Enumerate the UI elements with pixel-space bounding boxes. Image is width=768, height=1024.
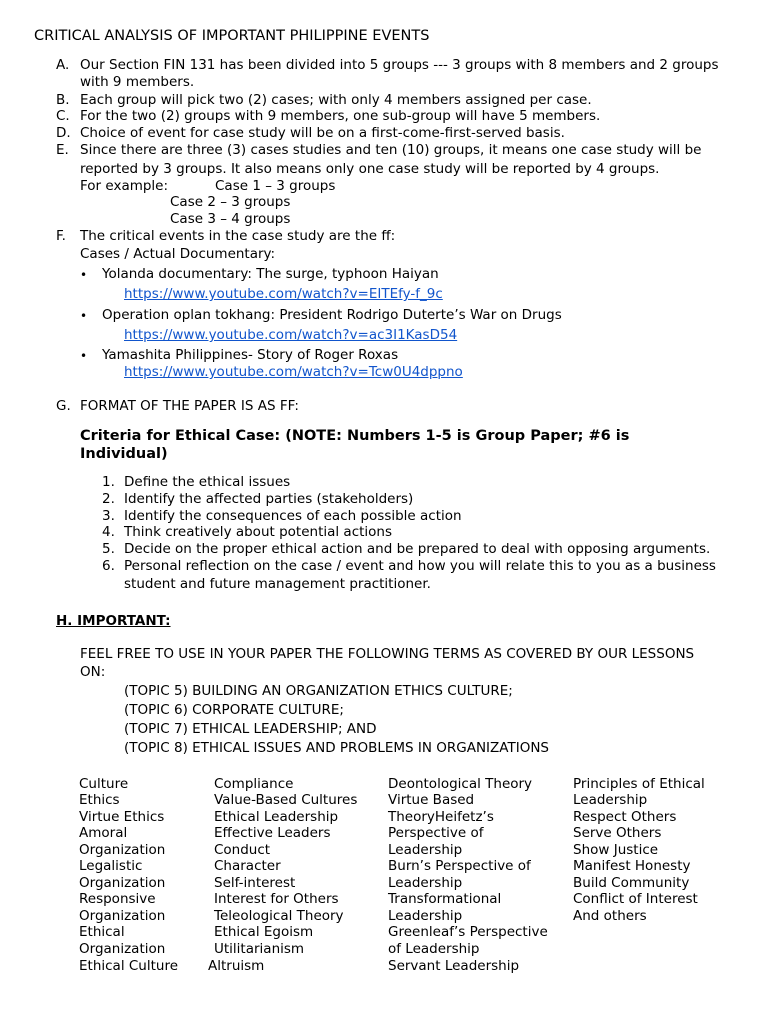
term: Greenleaf’s Perspective — [388, 924, 548, 940]
criteria-item: Define the ethical issues — [124, 474, 291, 490]
term: Culture — [79, 776, 129, 792]
item-a-marker: A. — [56, 57, 70, 73]
criteria-number: 2. — [102, 491, 115, 507]
criteria-heading-line2: Individual) — [80, 446, 168, 462]
term: Leadership — [388, 875, 463, 891]
criteria-heading-line1: Criteria for Ethical Case: (NOTE: Numbers 1-5 is Group Paper; #6 is — [80, 428, 630, 444]
term: Interest for Others — [214, 891, 339, 907]
cases-label: Cases / Actual Documentary: — [80, 246, 276, 262]
case-title: Operation oplan tokhang: President Rodrigo Duterte’s War on Drugs — [102, 307, 562, 323]
case-title: Yamashita Philippines- Story of Roger Roxas — [102, 347, 399, 363]
item-g-marker: G. — [56, 398, 71, 414]
term: Conduct — [214, 842, 271, 858]
example-case-3: Case 3 – 4 groups — [170, 211, 291, 227]
term: Amoral — [79, 825, 128, 841]
topic-item: (TOPIC 6) CORPORATE CULTURE; — [124, 702, 344, 718]
term: Serve Others — [573, 825, 662, 841]
term: Manifest Honesty — [573, 858, 691, 874]
term: TheoryHeifetz’s — [388, 809, 494, 825]
term: Organization — [79, 908, 166, 924]
criteria-item-6-line2: student and future management practitioner. — [124, 576, 431, 592]
item-e-line2: reported by 3 groups. It also means only one case study will be reported by 4 groups. — [80, 161, 660, 177]
term: Virtue Ethics — [79, 809, 165, 825]
term: Organization — [79, 941, 166, 957]
term: Utilitarianism — [214, 941, 305, 957]
item-b-marker: B. — [56, 92, 70, 108]
item-e-marker: E. — [56, 142, 69, 158]
term: Burn’s Perspective of — [388, 858, 531, 874]
term: Responsive — [79, 891, 156, 907]
case-bullet: • — [80, 349, 88, 363]
term: Self-interest — [214, 875, 296, 891]
item-d-text: Choice of event for case study will be on a first-come-first-served basis. — [80, 125, 565, 141]
term: Compliance — [214, 776, 294, 792]
criteria-item: Think creatively about potential actions — [124, 524, 393, 540]
important-intro-line2: ON: — [80, 664, 106, 680]
criteria-number: 5. — [102, 541, 115, 557]
topic-item: (TOPIC 7) ETHICAL LEADERSHIP; AND — [124, 721, 377, 737]
term: Leadership — [573, 792, 648, 808]
term: Conflict of Interest — [573, 891, 698, 907]
term: Ethics — [79, 792, 120, 808]
item-e-line1: Since there are three (3) cases studies and ten (10) groups, it means one case study will be — [80, 142, 702, 158]
term: Organization — [79, 875, 166, 891]
criteria-number: 6. — [102, 558, 115, 574]
criteria-item: Decide on the proper ethical action and be prepared to deal with opposing arguments. — [124, 541, 711, 557]
term: And others — [573, 908, 647, 924]
criteria-item: Identify the affected parties (stakeholders) — [124, 491, 414, 507]
important-intro-line1: FEEL FREE TO USE IN YOUR PAPER THE FOLLOWING TERMS AS COVERED BY OUR LESSONS — [80, 646, 695, 662]
term: Legalistic — [79, 858, 143, 874]
criteria-number: 4. — [102, 524, 115, 540]
term: Build Community — [573, 875, 690, 891]
case-title: Yolanda documentary: The surge, typhoon Haiyan — [102, 266, 439, 282]
item-g-text: FORMAT OF THE PAPER IS AS FF: — [80, 398, 299, 414]
term: Character — [214, 858, 281, 874]
term: Principles of Ethical — [573, 776, 705, 792]
term: Ethical Egoism — [214, 924, 314, 940]
term: Ethical — [79, 924, 125, 940]
item-a-line1: Our Section FIN 131 has been divided into 5 groups --- 3 groups with 8 members and 2 groups — [80, 57, 719, 73]
item-f-marker: F. — [56, 228, 66, 244]
case-bullet: • — [80, 268, 88, 282]
item-b-text: Each group will pick two (2) cases; with only 4 members assigned per case. — [80, 92, 592, 108]
term: Teleological Theory — [214, 908, 344, 924]
important-heading: H. IMPORTANT: — [56, 613, 171, 629]
item-d-marker: D. — [56, 125, 71, 141]
term: Deontological Theory — [388, 776, 533, 792]
case-link[interactable]: https://www.youtube.com/watch?v=EITEfy-f_9c — [124, 286, 443, 302]
term: Respect Others — [573, 809, 677, 825]
document-title: CRITICAL ANALYSIS OF IMPORTANT PHILIPPINE EVENTS — [34, 28, 430, 44]
term: Show Justice — [573, 842, 659, 858]
term: Leadership — [388, 908, 463, 924]
item-c-marker: C. — [56, 108, 70, 124]
term: Virtue Based — [388, 792, 475, 808]
term: Ethical Leadership — [214, 809, 339, 825]
term: Leadership — [388, 842, 463, 858]
example-case-2: Case 2 – 3 groups — [170, 194, 291, 210]
term: of Leadership — [388, 941, 480, 957]
term: Ethical Culture — [79, 958, 179, 974]
case-link[interactable]: https://www.youtube.com/watch?v=Tcw0U4dppno — [124, 364, 463, 380]
item-a-line2: with 9 members. — [80, 74, 195, 90]
term: Transformational — [388, 891, 502, 907]
term: Perspective of — [388, 825, 484, 841]
case-bullet: • — [80, 309, 88, 323]
topic-item: (TOPIC 8) ETHICAL ISSUES AND PROBLEMS IN ORGANIZATIONS — [124, 740, 549, 756]
case-link[interactable]: https://www.youtube.com/watch?v=ac3I1KasD54 — [124, 327, 458, 343]
example-case-1: Case 1 – 3 groups — [215, 178, 336, 194]
criteria-item: Personal reflection on the case / event and how you will relate this to you as a business — [124, 558, 716, 574]
term: Effective Leaders — [214, 825, 331, 841]
criteria-number: 1. — [102, 474, 115, 490]
item-c-text: For the two (2) groups with 9 members, one sub-group will have 5 members. — [80, 108, 601, 124]
term: Organization — [79, 842, 166, 858]
topic-item: (TOPIC 5) BUILDING AN ORGANIZATION ETHICS CULTURE; — [124, 683, 513, 699]
item-f-text: The critical events in the case study are the ff: — [80, 228, 396, 244]
example-label: For example: — [80, 178, 169, 194]
term: Altruism — [208, 958, 265, 974]
criteria-number: 3. — [102, 508, 115, 524]
criteria-item: Identify the consequences of each possible action — [124, 508, 462, 524]
term: Servant Leadership — [388, 958, 520, 974]
term: Value-Based Cultures — [214, 792, 358, 808]
